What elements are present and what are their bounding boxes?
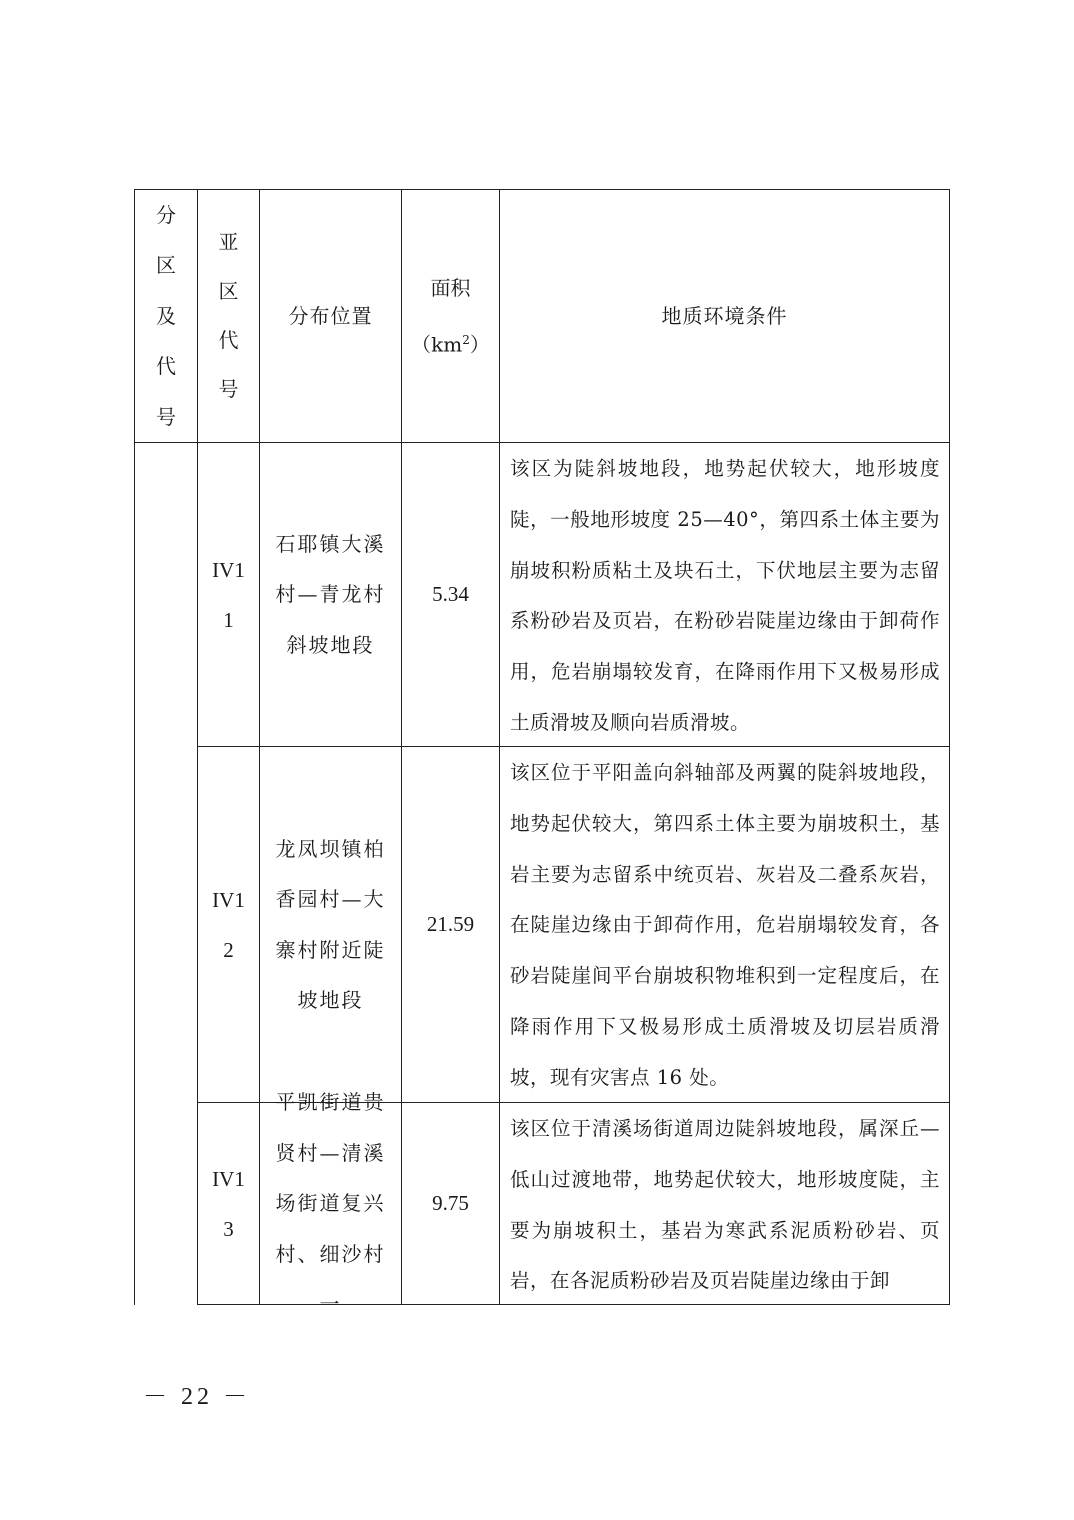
- row-2-area-cell: [402, 747, 499, 1102]
- header-conditions-cell: [500, 190, 949, 442]
- row-1-area: 5.34: [432, 582, 469, 606]
- geology-zone-table: [134, 189, 950, 1317]
- header-area-label: 面积: [430, 275, 471, 300]
- area-unit-superscript: 2: [462, 332, 470, 347]
- row-2-code-cell: [198, 747, 259, 1102]
- row-2-conditions: 该区位于平阳盖向斜轴部及两翼的陡斜坡地段，地势起伏较大，第四系土体主要为崩坡积土，基岩主要为志留系中统页岩、灰岩及二叠系灰岩，在陡崖边缘由于卸荷作用，危岩崩塌较发育，各砂岩陡崖间平台崩坡积物堆积到一定程度后，在降雨作用下又极易形成土质滑坡及切层岩质滑坡，现有灾害点 16 处。: [510, 761, 940, 1089]
- header-subzone-code-cell: [198, 190, 259, 442]
- row-3-conditions: 该区位于清溪场街道周边陡斜坡地段，属深丘—低山过渡地带，地势起伏较大，地形坡度陡，主要为崩坡积土，基岩为寒武系泥质粉砂岩、页岩，在各泥质粉砂岩及页岩陡崖边缘由于卸: [510, 1117, 940, 1293]
- row-1-code: IV11: [212, 557, 245, 632]
- header-location-cell: [260, 190, 401, 442]
- row-2-area: 21.59: [426, 912, 475, 936]
- row-1-conditions: 该区为陡斜坡地段，地势起伏较大，地形坡度陡，一般地形坡度 25—40°，第四系土体主要为崩坡积粉质粘土及块石土，下伏地层主要为志留系粉砂岩及页岩，在粉砂岩陡崖边缘由于卸荷作用，危岩崩塌较发育，在降雨作用下又极易形成土质滑坡及顺向岩质滑坡。: [510, 457, 940, 734]
- header-conditions: 地质环境条件: [661, 304, 788, 328]
- row-2-location: 龙凤坝镇柏香园村—大寨村附近陡坡地段: [275, 836, 386, 1012]
- page-number: － 22 －: [143, 1384, 251, 1410]
- row-1-code-cell: [198, 443, 259, 746]
- row-1-area-cell: [402, 443, 499, 746]
- header-subzone-code: 亚区代号: [218, 230, 239, 401]
- area-unit-prefix: （km: [411, 332, 463, 357]
- header-area-cell: [402, 190, 499, 442]
- row-3-location-cell: [260, 1090, 401, 1317]
- row-2-location-cell: [260, 747, 401, 1102]
- row-3-location: 平凯街道贵贤村—清溪场街道复兴村、细沙村一: [275, 1090, 386, 1317]
- row-2-code: IV12: [212, 887, 245, 962]
- row-3-code-cell: [198, 1103, 259, 1304]
- header-zone-code-cell: [135, 190, 197, 442]
- row-3-area: 9.75: [432, 1191, 469, 1215]
- row-1-location-cell: [260, 443, 401, 746]
- header-location: 分布位置: [288, 304, 373, 328]
- table-border-right: [949, 189, 950, 1305]
- area-unit-suffix: ）: [469, 332, 490, 357]
- row-1-location: 石耶镇大溪村—青龙村斜坡地段: [275, 531, 386, 657]
- row-3-area-cell: [402, 1103, 499, 1304]
- header-area-unit: [411, 314, 490, 371]
- header-zone-code: 分区及代号: [156, 202, 176, 429]
- header-area: [411, 262, 490, 371]
- row-3-code: IV13: [212, 1166, 245, 1241]
